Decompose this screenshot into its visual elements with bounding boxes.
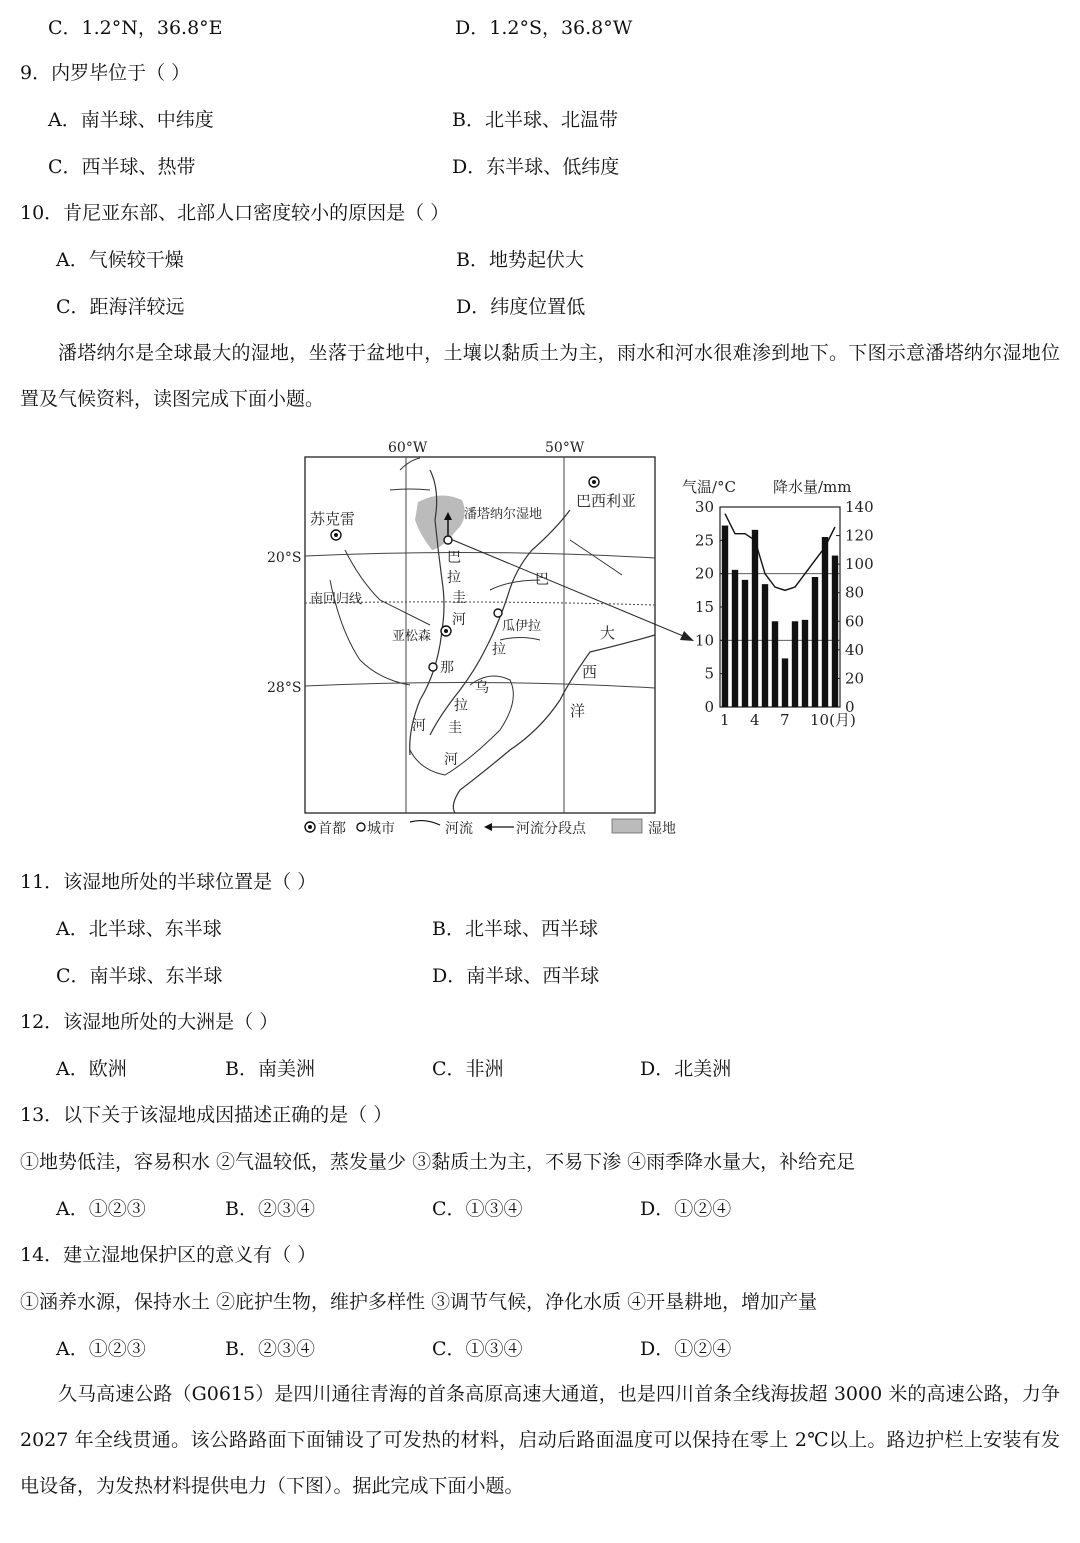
q13-option-b: B．②③④ <box>225 1198 315 1220</box>
river-parana <box>430 510 570 735</box>
lat-label-20s: 20°S <box>267 550 302 566</box>
legend-city: 城市 <box>367 821 395 837</box>
precipitation-bar-1 <box>722 526 728 707</box>
chart-left-tick-label: 20 <box>694 564 714 583</box>
lon-label-60w: 60°W <box>388 440 428 456</box>
uruguay-river-char-2: 拉 <box>454 698 468 714</box>
chart-x-tick-label: 10(月) <box>810 711 856 729</box>
precipitation-bar-7 <box>782 658 788 707</box>
temperature-line <box>725 514 835 591</box>
river-north <box>390 458 430 490</box>
chart-left-tick-label: 25 <box>694 531 714 550</box>
q14-option-b: B．②③④ <box>225 1338 315 1360</box>
asuncion-label: 亚松森 <box>392 629 432 644</box>
q14-option-a: A．①②③ <box>56 1338 146 1360</box>
parana-river-char-4: 河 <box>412 718 426 734</box>
q12-option-a: A．欧洲 <box>56 1058 127 1080</box>
chart-left-tick-label: 30 <box>694 498 714 516</box>
q12-stem: 12．该湿地所处的大洲是（ ） <box>20 1011 279 1033</box>
ocean-char-2: 西 <box>582 663 598 681</box>
q13-statements: ①地势低洼，容易积水 ②气温较低，蒸发量少 ③黏质土为主，不易下渗 ④雨季降水量大，补给充足 <box>20 1151 856 1173</box>
q11-option-b: B．北半球、西半球 <box>432 918 598 940</box>
chart-right-tick-label: 0 <box>845 698 855 716</box>
q14-option-c: C．①③④ <box>432 1338 523 1360</box>
q10-option-a: A．气候较干燥 <box>56 249 184 271</box>
q11-option-c: C．南半球、东半球 <box>56 965 223 987</box>
lat-label-28s: 28°S <box>267 680 302 696</box>
sucre-label: 苏克雷 <box>310 510 356 528</box>
ocean-char-3: 洋 <box>570 702 586 720</box>
paraguay-river-char-4: 河 <box>452 612 466 628</box>
chart-right-tick-label: 80 <box>845 583 865 602</box>
q10-stem: 10．肯尼亚东部、北部人口密度较小的原因是（ ） <box>20 202 450 224</box>
chart-left-tick-label: 10 <box>694 631 714 650</box>
paraguay-river-char-1: 巴 <box>447 550 461 566</box>
chart-left-tick-label: 5 <box>704 664 714 683</box>
precipitation-bar-8 <box>792 621 798 707</box>
coastline <box>453 635 655 813</box>
precipitation-bar-4 <box>752 530 758 707</box>
city-marker <box>429 663 437 671</box>
chart-right-tick-label: 140 <box>845 498 874 516</box>
pointer-line <box>448 538 688 638</box>
precipitation-bar-12 <box>832 556 838 707</box>
q9-option-c: C．西半球、热带 <box>48 156 196 178</box>
q10-option-d: D．纬度位置低 <box>456 296 586 318</box>
chart-right-tick-label: 40 <box>845 640 865 659</box>
capital-brasilia-dot <box>592 480 596 484</box>
precipitation-bar-6 <box>772 621 778 707</box>
precipitation-bar-3 <box>742 580 748 707</box>
legend-capital: 首都 <box>318 821 346 837</box>
capital-asuncion-dot <box>444 629 448 633</box>
chart-plot-area <box>695 498 874 729</box>
q13-option-c: C．①③④ <box>432 1198 523 1220</box>
lon-label-50w: 50°W <box>545 440 585 456</box>
brasilia-label: 巴西利亚 <box>576 492 637 510</box>
precipitation-bar-11 <box>822 537 828 707</box>
q9-option-b: B．北半球、北温带 <box>452 109 618 131</box>
q10-option-b: B．地势起伏大 <box>456 249 584 271</box>
q14-option-d: D．①②④ <box>640 1338 732 1360</box>
chart-right-tick-label: 100 <box>845 555 874 574</box>
passage-jiuma-highway: 久马高速公路（G0615）是四川通往青海的首条高原高速大通道，也是四川首条全线海拔超 3000 米的高速公路，力争 2027 年全线贯通。该公路路面下面铺设了可发热的材料，启动后路面温度可以保持在零上 2℃以上。路边护栏上安装有发电设备，为发热材料提供电力（下图）。据此完成下面小题。 <box>20 1383 1060 1497</box>
q11-option-d: D．南半球、西半球 <box>432 965 600 987</box>
q14-statements: ①涵养水源，保持水土 ②庇护生物，维护多样性 ③调节气候，净化水质 ④开垦耕地，增加产量 <box>20 1291 818 1313</box>
chart-left-tick-label: 0 <box>704 698 714 716</box>
q13-option-a: A．①②③ <box>56 1198 146 1220</box>
chart-x-tick-label: 7 <box>780 711 790 729</box>
paraguay-river-char-2: 拉 <box>447 570 461 586</box>
q10-option-c: C．距海洋较远 <box>56 296 185 318</box>
q13-option-d: D．①②④ <box>640 1198 732 1220</box>
chart-left-tick-label: 15 <box>694 598 714 616</box>
ocean-char-1: 大 <box>600 624 616 642</box>
guaira-label: 瓜伊拉 <box>502 619 542 634</box>
legend-river-symbol <box>410 821 440 825</box>
city-guaira-marker <box>494 609 502 617</box>
q9-option-d: D．东半球、低纬度 <box>452 156 620 178</box>
q9-stem: 9．内罗毕位于（ ） <box>20 62 191 84</box>
pantanal-figure <box>267 430 874 850</box>
q11-stem: 11．该湿地所处的半球位置是（ ） <box>20 871 317 893</box>
river-west <box>330 550 430 685</box>
q13-stem: 13．以下关于该湿地成因描述正确的是（ ） <box>20 1104 393 1126</box>
q8-option-d: D．1.2°S，36.8°W <box>455 17 633 39</box>
chart-ylabel-right: 降水量/mm <box>773 478 852 496</box>
pointer-arrowhead <box>680 631 694 641</box>
q11-option-a: A．北半球、东半球 <box>56 918 222 940</box>
paraguay-river-char-3: 圭 <box>452 590 466 606</box>
passage-pantanal: 潘塔纳尔是全球最大的湿地，坐落于盆地中，土壤以黏质土为主，雨水和河水很难渗到地下。下图示意潘塔纳尔湿地位置及气候资料，读图完成下面小题。 <box>20 342 1060 410</box>
precipitation-bar-10 <box>812 577 818 707</box>
chart-right-tick-label: 60 <box>845 612 865 631</box>
parana-river-char-1: 巴 <box>535 572 549 588</box>
precipitation-bar-5 <box>762 584 768 707</box>
chart-right-tick-label: 120 <box>845 526 874 545</box>
legend-wetland-symbol <box>612 819 642 833</box>
legend-city-symbol <box>357 823 365 831</box>
parana-river-char-3: 那 <box>440 660 454 676</box>
legend-river: 河流 <box>445 821 473 837</box>
tropic-label: 南回归线 <box>310 592 363 607</box>
legend-segment: 河流分段点 <box>516 821 586 837</box>
q14-stem: 14．建立湿地保护区的意义有（ ） <box>20 1244 317 1266</box>
parallel-20s <box>305 552 655 558</box>
q8-option-c: C．1.2°N，36.8°E <box>48 17 223 39</box>
precipitation-bar-9 <box>802 620 808 707</box>
uruguay-river-char-4: 河 <box>444 752 458 768</box>
chart-ylabel-left: 气温/°C <box>682 478 737 496</box>
chart-x-tick-label: 1 <box>720 711 730 729</box>
chart-x-tick-label: 4 <box>750 711 760 729</box>
wetland-label: 潘塔纳尔湿地 <box>464 507 543 522</box>
q9-option-a: A．南半球、中纬度 <box>48 109 214 131</box>
uruguay-river-char-1: 乌 <box>475 680 489 696</box>
chart-right-tick-label: 20 <box>845 669 865 688</box>
capital-sucre-dot <box>334 533 338 537</box>
climate-chart <box>682 478 874 729</box>
q12-option-d: D．北美洲 <box>640 1058 732 1080</box>
parana-river-char-2: 拉 <box>492 642 506 658</box>
legend-wetland: 湿地 <box>648 821 676 837</box>
q12-option-b: B．南美洲 <box>225 1058 315 1080</box>
uruguay-river-char-3: 圭 <box>448 720 462 736</box>
q12-option-c: C．非洲 <box>432 1058 504 1080</box>
wetland-city-marker <box>444 536 452 544</box>
map-legend <box>305 819 676 837</box>
precipitation-bar-2 <box>732 570 738 707</box>
